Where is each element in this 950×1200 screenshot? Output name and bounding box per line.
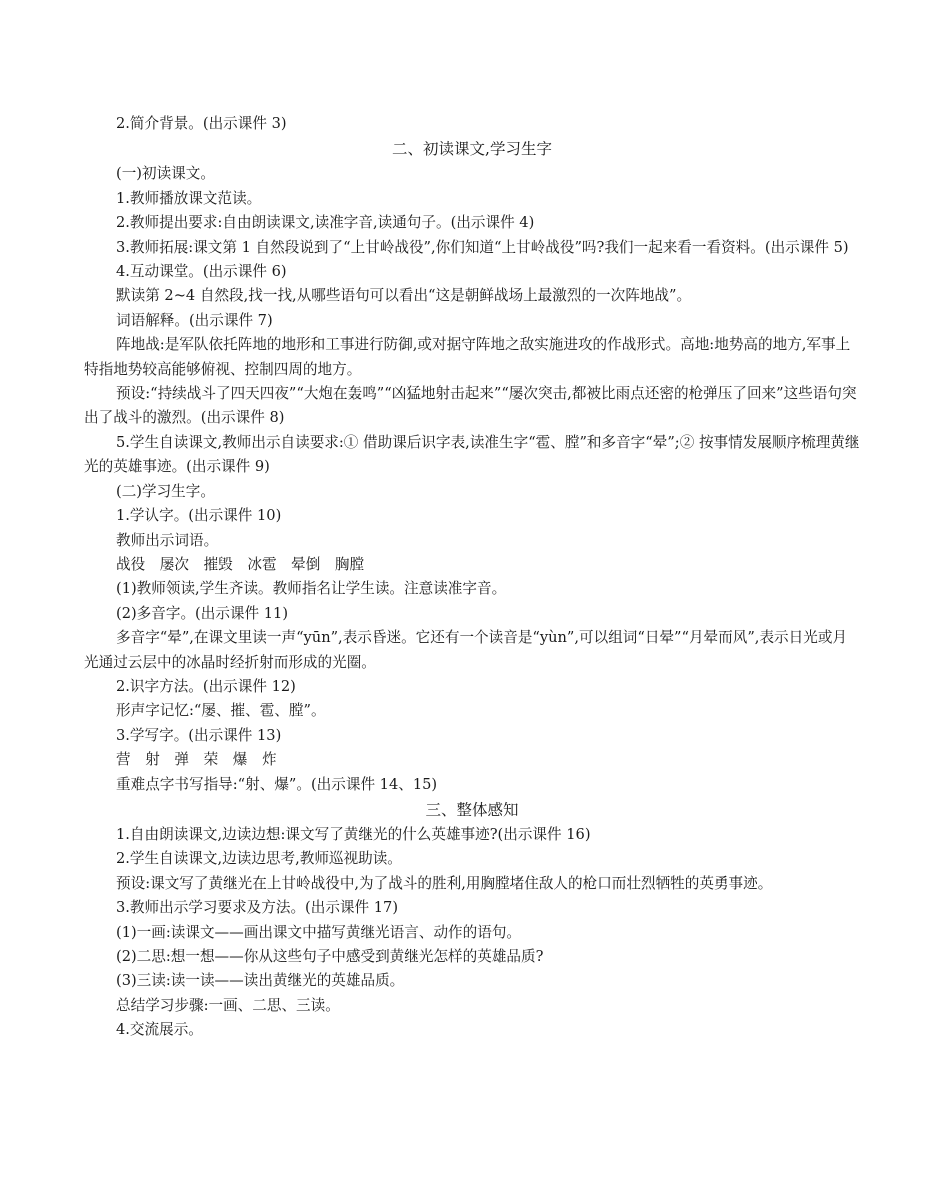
- paragraph: 3.教师拓展:课文第 1 自然段说到了“上甘岭战役”,你们知道“上甘岭战役”吗?我们一起来看一看资料。(出示课件 5): [116, 238, 849, 256]
- paragraph: 教师出示词语。: [116, 531, 219, 549]
- paragraph: 1.教师播放课文范读。: [116, 189, 262, 207]
- section-heading: 二、初读课文,学习生字: [392, 140, 552, 159]
- subsection-heading: (一)初读课文。: [116, 165, 215, 183]
- paragraph: (2)二思:想一想——你从这些句子中感受到黄继光怎样的英雄品质?: [116, 948, 544, 965]
- paragraph: 总结学习步骤:一画、二思、三读。: [116, 996, 340, 1014]
- paragraph: 2.教师提出要求:自由朗读课文,读准字音,读通句子。(出示课件 4): [116, 214, 535, 232]
- paragraph: 多音字“晕”,在课文里读一声“yūn”,表示昏迷。它还有一个读音是“yùn”,可以组词“日晕”“月晕而风”,表示日光或月光通过云层中的冰晶时经折射而形成的光圈。: [84, 629, 848, 671]
- paragraph: 预设:课文写了黄继光在上甘岭战役中,为了战斗的胜利,用胸膛堵住敌人的枪口而壮烈牺牲的英勇事迹。: [116, 874, 773, 892]
- paragraph: 4.互动课堂。(出示课件 6): [116, 263, 287, 281]
- paragraph: 5.学生自读课文,教师出示自读要求:① 借助课后识字表,读准生字“雹、膛”和多音字“晕”;② 按事情发展顺序梳理黄继光的英雄事迹。(出示课件 9): [84, 433, 860, 476]
- character-list: 营 射 弹 荣 爆 炸: [116, 751, 277, 769]
- paragraph: 形声字记忆:“屡、摧、雹、膛”。: [116, 702, 326, 720]
- paragraph: (1)教师领读,学生齐读。教师指名让学生读。注意读准字音。: [116, 580, 507, 598]
- paragraph: (1)一画:读课文——画出课文中描写黄继光语言、动作的语句。: [116, 923, 522, 941]
- section-heading: 三、整体感知: [425, 800, 519, 819]
- paragraph: 1.学认字。(出示课件 10): [116, 507, 282, 525]
- paragraph: 默读第 2~4 自然段,找一找,从哪些语句可以看出“这是朝鲜战场上最激烈的一次阵地战”。: [116, 287, 692, 305]
- paragraph: 4.交流展示。: [116, 1021, 203, 1039]
- paragraph: 词语解释。(出示课件 7): [116, 311, 273, 329]
- paragraph: 1.自由朗读课文,边读边想:课文写了黄继光的什么英雄事迹?(出示课件 16): [116, 825, 591, 843]
- paragraph: (3)三读:读一读——读出黄继光的英雄品质。: [116, 972, 405, 990]
- paragraph: 预设:“持续战斗了四天四夜”“大炮在轰鸣”“凶猛地射击起来”“屡次突击,都被比雨点还密的枪弹压了回来”这些语句突出了战斗的激烈。(出示课件 8): [84, 385, 857, 427]
- paragraph: 3.学写字。(出示课件 13): [116, 726, 282, 744]
- paragraph: 2.识字方法。(出示课件 12): [116, 677, 296, 695]
- paragraph: (2)多音字。(出示课件 11): [116, 604, 289, 622]
- subsection-heading: (二)学习生字。: [116, 482, 215, 500]
- paragraph: 3.教师出示学习要求及方法。(出示课件 17): [116, 899, 399, 917]
- paragraph: 重难点字书写指导:“射、爆”。(出示课件 14、15): [116, 775, 438, 793]
- word-list: 战役 屡次 摧毁 冰雹 晕倒 胸膛: [116, 555, 365, 573]
- paragraph: 2.学生自读课文,边读边思考,教师巡视助读。: [116, 850, 402, 868]
- document-page: [84, 112, 860, 1043]
- paragraph: 2.简介背景。(出示课件 3): [116, 115, 287, 132]
- paragraph: 阵地战:是军队依托阵地的地形和工事进行防御,或对据守阵地之敌实施进攻的作战形式。高地:地势高的地方,军事上特指地势较高能够俯视、控制四周的地方。: [84, 336, 851, 378]
